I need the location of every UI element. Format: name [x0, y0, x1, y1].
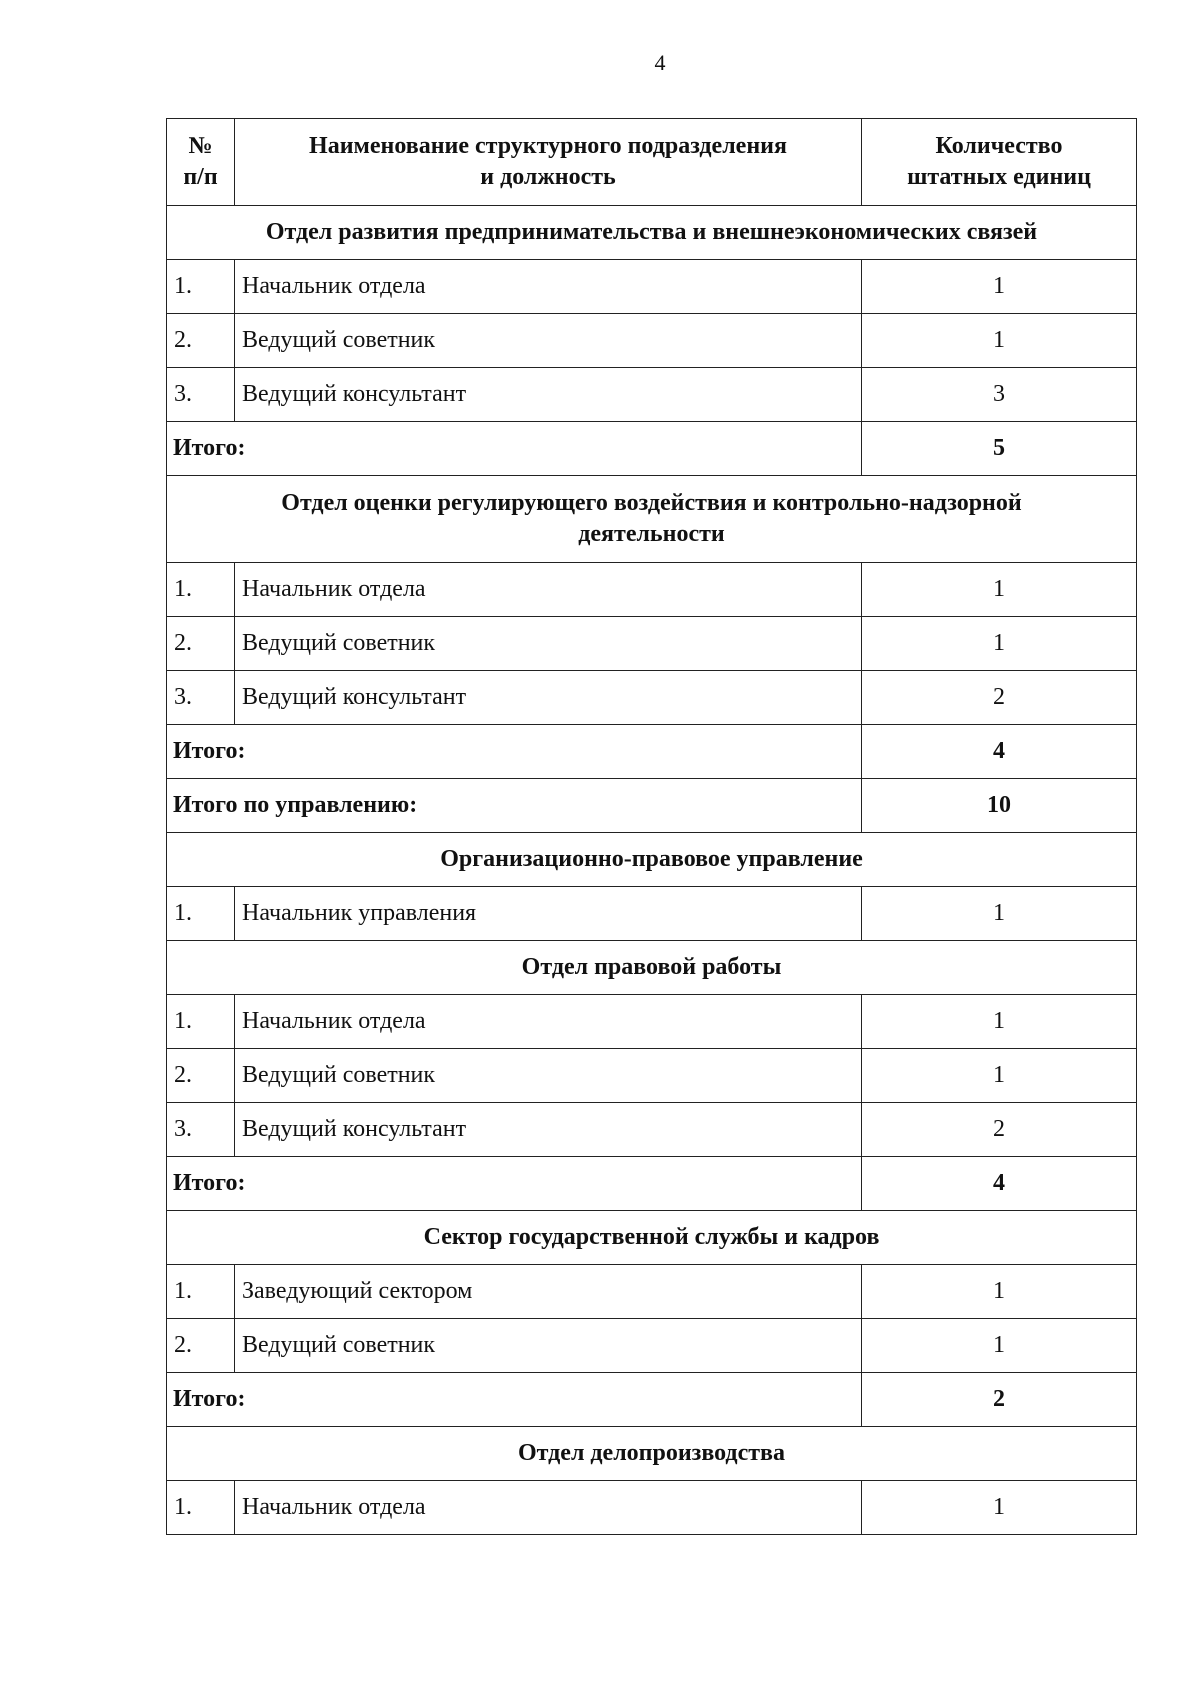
position-name: Ведущий советник — [235, 617, 862, 671]
row-number: 2. — [167, 1049, 235, 1103]
table-row — [167, 1265, 1137, 1319]
header-name: Наименование структурного подразделения и должность — [235, 119, 862, 206]
total-quantity: 10 — [862, 779, 1137, 833]
position-name: Начальник отдела — [235, 563, 862, 617]
table-row — [167, 1049, 1137, 1103]
total-label: Итого по управлению: — [167, 779, 862, 833]
staffing-table — [166, 118, 1137, 1535]
position-quantity: 2 — [862, 671, 1137, 725]
section-title: Отдел развития предпринимательства и внешнеэкономических связей — [167, 206, 1137, 260]
position-name: Начальник отдела — [235, 995, 862, 1049]
row-number: 1. — [167, 563, 235, 617]
row-number: 1. — [167, 260, 235, 314]
table-row — [167, 1103, 1137, 1157]
position-quantity: 1 — [862, 563, 1137, 617]
total-row — [167, 422, 1137, 476]
row-number: 1. — [167, 1481, 235, 1535]
position-quantity: 1 — [862, 617, 1137, 671]
total-row — [167, 725, 1137, 779]
position-name: Начальник отдела — [235, 260, 862, 314]
table-row — [167, 368, 1137, 422]
row-number: 2. — [167, 314, 235, 368]
total-label: Итого: — [167, 1157, 862, 1211]
table-row — [167, 995, 1137, 1049]
position-name: Ведущий консультант — [235, 368, 862, 422]
row-number: 3. — [167, 1103, 235, 1157]
section-title: Организационно-правовое управление — [167, 833, 1137, 887]
position-name: Ведущий советник — [235, 1319, 862, 1373]
position-name: Заведующий сектором — [235, 1265, 862, 1319]
position-quantity: 1 — [862, 1319, 1137, 1373]
total-row — [167, 1373, 1137, 1427]
position-name: Ведущий консультант — [235, 1103, 862, 1157]
table-row — [167, 563, 1137, 617]
row-number: 3. — [167, 368, 235, 422]
position-name: Начальник отдела — [235, 1481, 862, 1535]
table-row — [167, 887, 1137, 941]
table-header-row — [167, 119, 1137, 206]
position-quantity: 1 — [862, 887, 1137, 941]
position-name: Ведущий советник — [235, 314, 862, 368]
section-row — [167, 476, 1137, 563]
table-row — [167, 314, 1137, 368]
position-name: Ведущий консультант — [235, 671, 862, 725]
table-body — [167, 206, 1137, 1535]
row-number: 1. — [167, 1265, 235, 1319]
total-label: Итого: — [167, 1373, 862, 1427]
section-row — [167, 1211, 1137, 1265]
position-quantity: 1 — [862, 260, 1137, 314]
table-row — [167, 617, 1137, 671]
total-quantity: 4 — [862, 1157, 1137, 1211]
total-quantity: 5 — [862, 422, 1137, 476]
total-quantity: 2 — [862, 1373, 1137, 1427]
row-number: 1. — [167, 995, 235, 1049]
total-label: Итого: — [167, 725, 862, 779]
total-quantity: 4 — [862, 725, 1137, 779]
position-name: Начальник управления — [235, 887, 862, 941]
section-title: Сектор государственной службы и кадров — [167, 1211, 1137, 1265]
total-row — [167, 1157, 1137, 1211]
position-quantity: 1 — [862, 314, 1137, 368]
position-quantity: 1 — [862, 1049, 1137, 1103]
section-row — [167, 206, 1137, 260]
position-quantity: 3 — [862, 368, 1137, 422]
total-row — [167, 779, 1137, 833]
header-number: № п/п — [167, 119, 235, 206]
row-number: 3. — [167, 671, 235, 725]
row-number: 2. — [167, 617, 235, 671]
section-title: Отдел правовой работы — [167, 941, 1137, 995]
row-number: 2. — [167, 1319, 235, 1373]
table-row — [167, 1319, 1137, 1373]
table-row — [167, 260, 1137, 314]
table-row — [167, 1481, 1137, 1535]
section-row — [167, 833, 1137, 887]
position-name: Ведущий советник — [235, 1049, 862, 1103]
table-row — [167, 671, 1137, 725]
section-row — [167, 941, 1137, 995]
position-quantity: 2 — [862, 1103, 1137, 1157]
section-title: Отдел оценки регулирующего воздействия и контрольно-надзорной деятельности — [167, 476, 1137, 563]
section-row — [167, 1427, 1137, 1481]
position-quantity: 1 — [862, 1265, 1137, 1319]
header-quantity: Количество штатных единиц — [862, 119, 1137, 206]
position-quantity: 1 — [862, 995, 1137, 1049]
total-label: Итого: — [167, 422, 862, 476]
section-title: Отдел делопроизводства — [167, 1427, 1137, 1481]
row-number: 1. — [167, 887, 235, 941]
position-quantity: 1 — [862, 1481, 1137, 1535]
page-number: 4 — [654, 50, 666, 75]
